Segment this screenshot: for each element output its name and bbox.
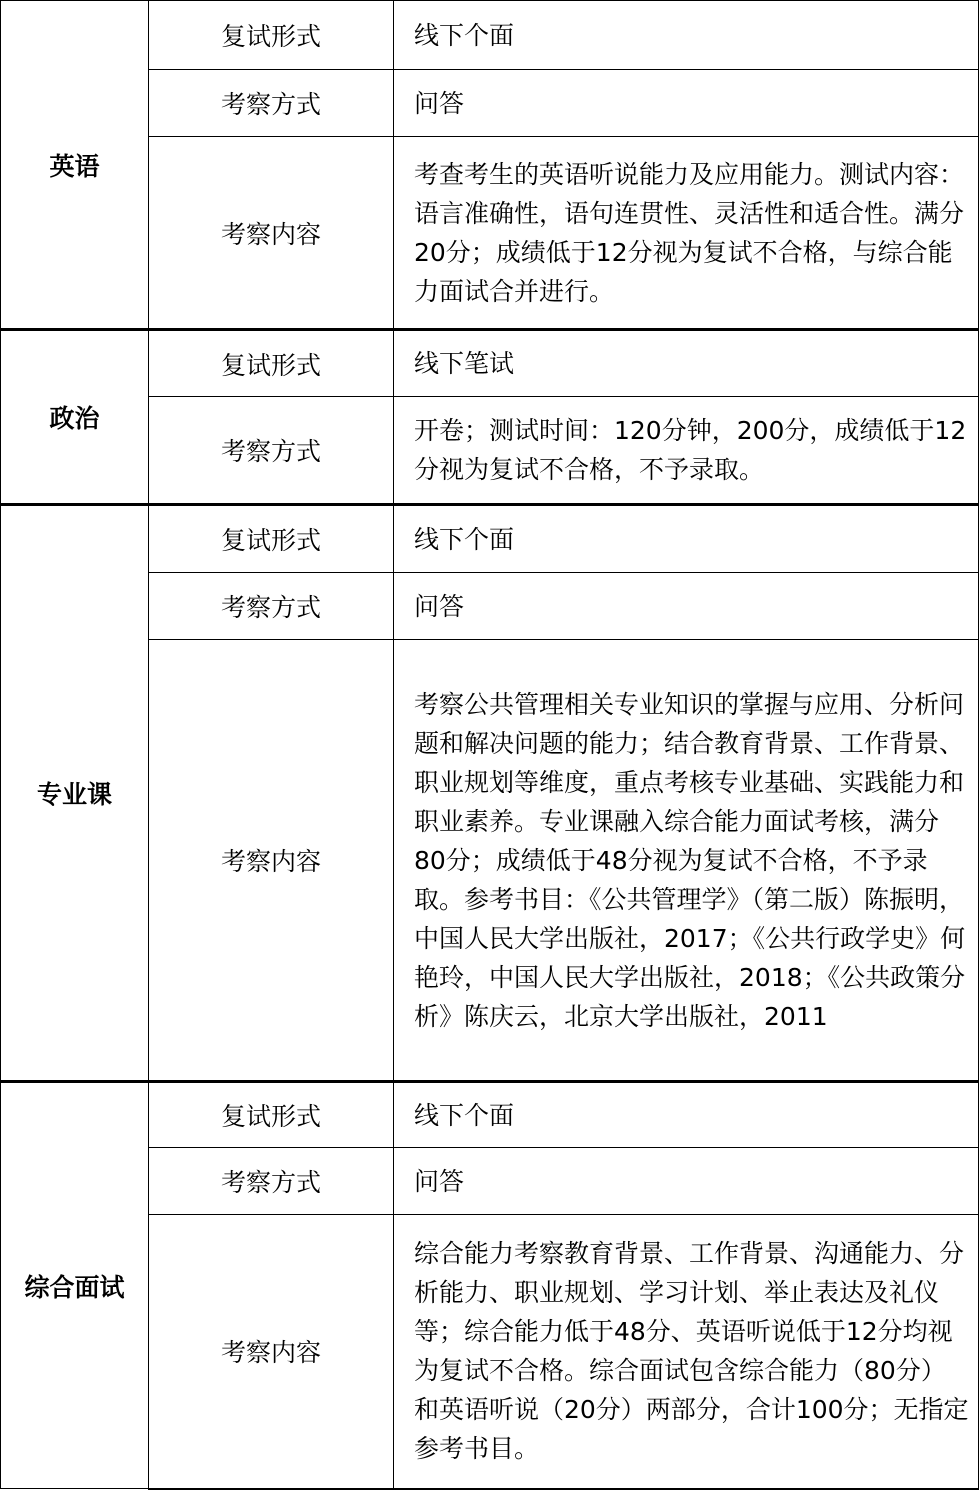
row-label: 考察方式 [149, 397, 394, 505]
row-value: 考察公共管理相关专业知识的掌握与应用、分析问题和解决问题的能力；结合教育背景、工作背景、职业规划等维度，重点考核专业基础、实践能力和职业素养。专业课融入综合能力面试考核，满分80分；成绩低于48分视为复试不合格，不予录取。参考书目：《公共管理学》（第二版）陈振明，中国人民大学出版社，2017；《公共行政学史》何艳玲，中国人民大学出版社，2018；《公共政策分析》陈庆云，北京大学出版社，2011 [394, 640, 979, 1082]
subject-cell-english: 英语 [1, 1, 149, 330]
table-row [1, 505, 979, 573]
row-value: 问答 [394, 573, 979, 640]
row-value: 问答 [394, 70, 979, 137]
row-value: 问答 [394, 1148, 979, 1215]
subject-cell-interview: 综合面试 [1, 1082, 149, 1489]
row-value: 综合能力考察教育背景、工作背景、沟通能力、分析能力、职业规划、学习计划、举止表达及礼仪等；综合能力低于48分、英语听说低于12分均视为复试不合格。综合面试包含综合能力（80分）和英语听说（20分）两部分，合计100分；无指定参考书目。 [394, 1215, 979, 1489]
row-value: 开卷；测试时间：120分钟，200分，成绩低于12分视为复试不合格，不予录取。 [394, 397, 979, 505]
subject-cell-politics: 政治 [1, 330, 149, 505]
row-label: 考察方式 [149, 70, 394, 137]
row-label: 复试形式 [149, 330, 394, 397]
row-label: 考察方式 [149, 1148, 394, 1215]
row-label: 复试形式 [149, 505, 394, 573]
row-value: 线下个面 [394, 1082, 979, 1148]
table-row [1, 1082, 979, 1148]
table-row [1, 330, 979, 397]
row-value: 线下个面 [394, 1, 979, 70]
row-label: 考察内容 [149, 1215, 394, 1489]
row-label: 考察内容 [149, 640, 394, 1082]
row-label: 考察方式 [149, 573, 394, 640]
row-value: 线下个面 [394, 505, 979, 573]
table-row [1, 1, 979, 70]
row-label: 复试形式 [149, 1082, 394, 1148]
row-label: 考察内容 [149, 137, 394, 330]
row-value: 线下笔试 [394, 330, 979, 397]
row-label: 复试形式 [149, 1, 394, 70]
subject-cell-major: 专业课 [1, 505, 149, 1082]
row-value: 考查考生的英语听说能力及应用能力。测试内容：语言准确性，语句连贯性、灵活性和适合性。满分20分；成绩低于12分视为复试不合格，与综合能力面试合并进行。 [394, 137, 979, 330]
